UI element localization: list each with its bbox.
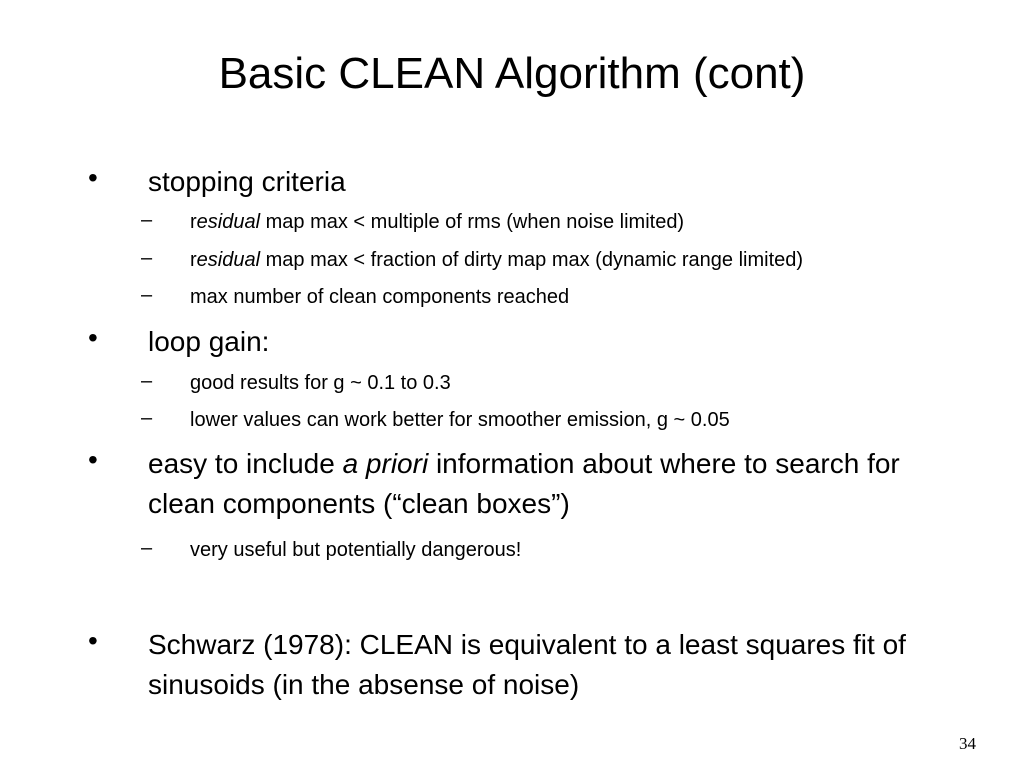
bullet-marker: •	[88, 162, 98, 193]
bullet-loop-gain: loop gain:	[148, 326, 270, 357]
dash-marker: –	[141, 370, 153, 392]
sub-bullet-lead: r	[190, 249, 197, 271]
dash-marker: –	[141, 284, 153, 306]
bullet-rest: information about where to search for clean components (“clean boxes”)	[148, 448, 900, 519]
bullet-stopping-criteria: stopping criteria	[148, 166, 346, 197]
bullet-italic: a priori	[342, 448, 429, 479]
slide-title: Basic CLEAN Algorithm (cont)	[218, 49, 806, 98]
slide-number: 34	[959, 734, 976, 753]
dash-marker: –	[141, 407, 153, 429]
sub-bullet-useful-dangerous: very useful but potentially dangerous!	[190, 539, 522, 561]
sub-bullet-italic: esidual	[196, 211, 261, 233]
sub-bullet-rest: map max < fraction of dirty map max (dynamic range limited)	[260, 249, 804, 271]
dash-marker: –	[141, 247, 153, 269]
sub-bullet-rest: map max < multiple of rms (when noise limited)	[260, 211, 685, 233]
bullet-schwarz: Schwarz (1978): CLEAN is equivalent to a least squares fit of sinusoids (in the absense of noise)	[148, 629, 906, 700]
bullet-lead: easy to include	[148, 448, 343, 479]
sub-bullet-good-results: good results for g ~ 0.1 to 0.3	[190, 372, 451, 394]
dash-marker: –	[141, 209, 153, 231]
sub-bullet-residual-rms	[190, 209, 684, 235]
sub-bullet-italic: esidual	[196, 249, 261, 271]
bullet-marker: •	[88, 444, 98, 475]
sub-bullet-lower-values: lower values can work better for smoother emission, g ~ 0.05	[190, 409, 730, 431]
bullet-marker: •	[88, 625, 98, 656]
sub-bullet-max-components: max number of clean components reached	[190, 286, 570, 308]
sub-bullet-lead: r	[190, 211, 197, 233]
bullet-a-priori	[148, 444, 928, 524]
sub-bullet-residual-dirty-map	[190, 247, 803, 273]
dash-marker: –	[141, 537, 153, 559]
bullet-marker: •	[88, 322, 98, 353]
